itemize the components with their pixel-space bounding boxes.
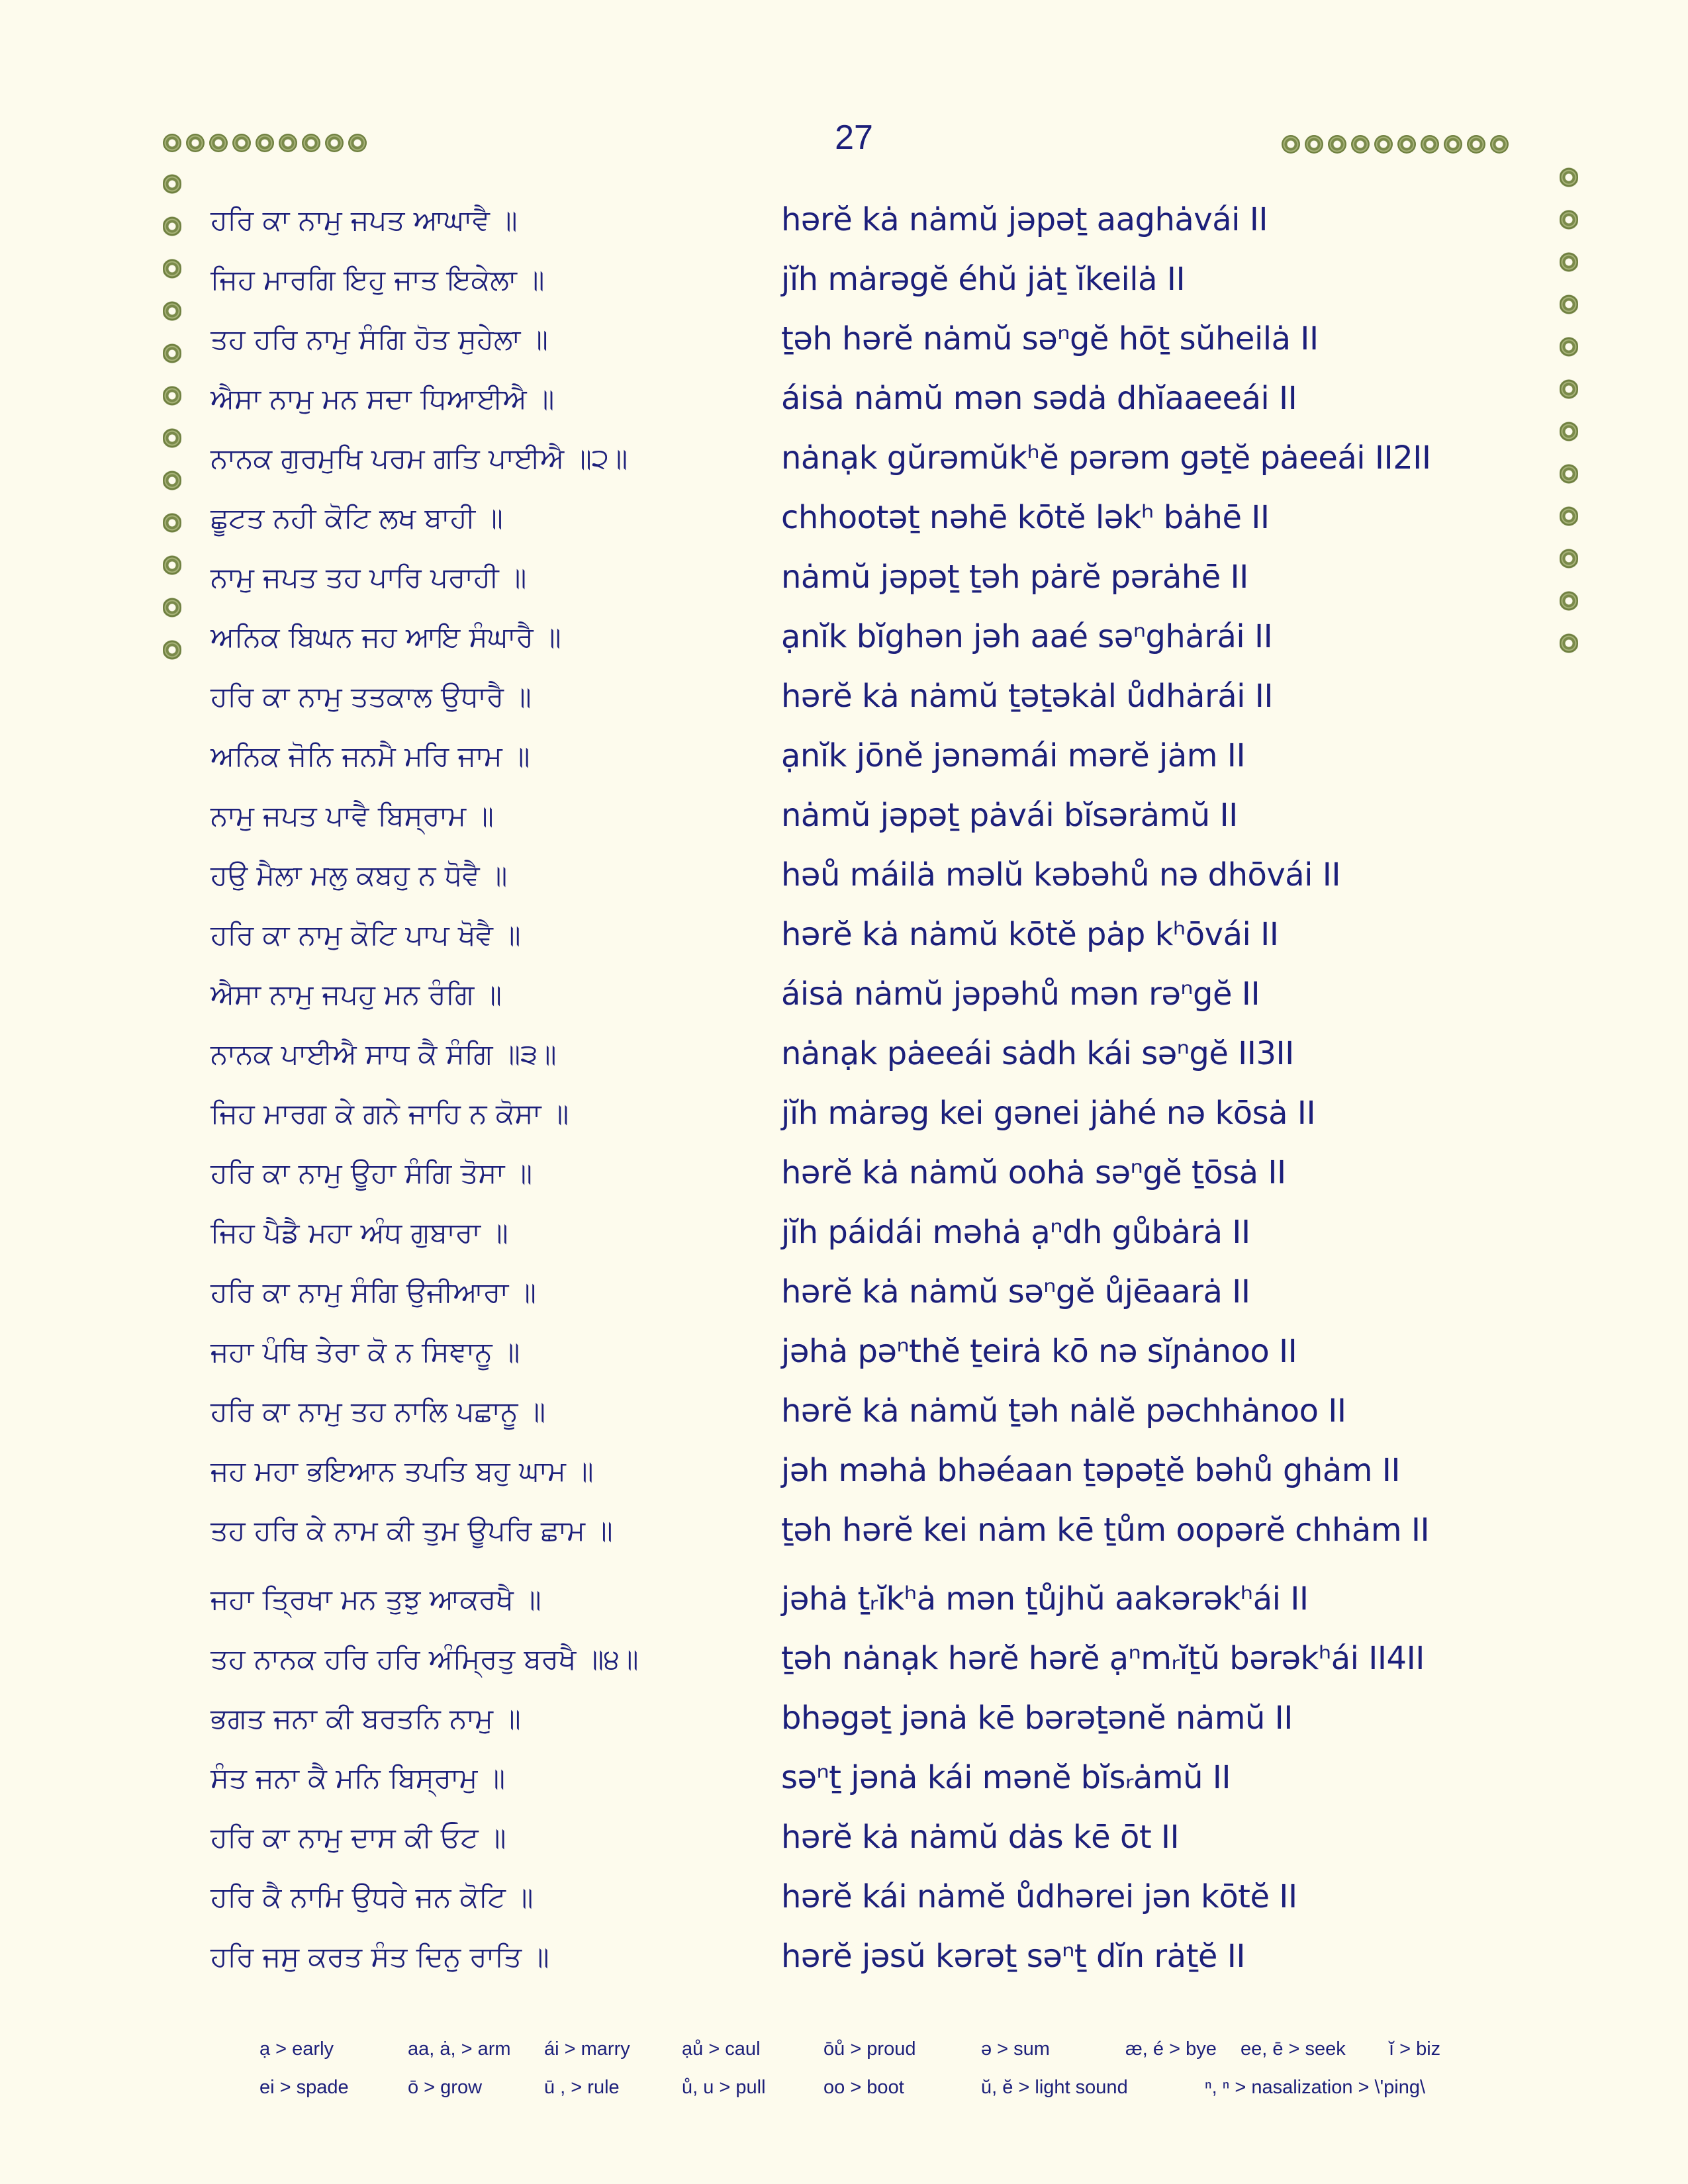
verse-row <box>0 1514 1688 1567</box>
gurmukhi-line: ਨਾਨਕ ਪਾਈਐ ਸਾਧ ਕੈ ਸੰਗਿ ॥੩॥ <box>211 1038 557 1070</box>
gurmukhi-line: ਅਨਿਕ ਜੋਨਿ ਜਨਮੈ ਮਰਿ ਜਾਮ ॥ <box>211 740 530 772</box>
flower-ornament-icon <box>186 134 205 152</box>
page-number: 27 <box>835 118 873 157</box>
verse-row <box>0 499 1688 555</box>
transliteration-line: hərĕ jəsŭ kərəṯ səⁿṯ dĭn rȧṯĕ II <box>781 1938 1245 1975</box>
flower-ornament-icon <box>1351 135 1370 154</box>
legend-item: ŭ, ĕ > light sound <box>981 2077 1128 2098</box>
flower-ornament-icon <box>1421 135 1439 154</box>
verse-row <box>0 380 1688 435</box>
transliteration-line: hərĕ kȧ nȧmŭ səⁿgĕ ůjēaarȧ II <box>781 1273 1250 1310</box>
verse-row <box>0 1940 1688 1993</box>
transliteration-line: səⁿṯ jənȧ kái mənĕ bĭsᵣȧmŭ II <box>781 1759 1231 1796</box>
transliteration-line: jĭh páidái məhȧ ạⁿdh gůbȧrȧ II <box>781 1214 1250 1251</box>
flower-ornament-icon <box>232 134 251 152</box>
verse-row <box>0 1035 1688 1091</box>
flower-ornament-icon <box>163 134 181 152</box>
flower-ornament-icon <box>302 134 320 152</box>
legend-item: aa, ȧ, > arm <box>408 2038 511 2060</box>
verse-row <box>0 1273 1688 1329</box>
gurmukhi-line: ਹਉ ਮੈਲਾ ਮਲੁ ਕਬਹੁ ਨ ਧੋਵੈ ॥ <box>211 859 508 891</box>
flower-ornament-icon <box>348 134 367 152</box>
verse-row <box>0 1333 1688 1388</box>
flower-ornament-icon <box>1397 135 1416 154</box>
flower-ornament-icon <box>1560 161 1578 193</box>
gurmukhi-line: ਜਹਾ ਪੰਥਿ ਤੇਰਾ ਕੋ ਨ ਸਿਞਾਨੂ ॥ <box>211 1336 520 1368</box>
transliteration-line: hərĕ kȧ nȧmŭ kōtĕ pȧp kʰōvái II <box>781 916 1279 953</box>
verse-row <box>0 799 1688 852</box>
transliteration-line: ṯəh hərĕ kei nȧm kē ṯům oopərĕ chhȧm II <box>781 1512 1430 1549</box>
transliteration-line: bhəgəṯ jənȧ kē bərəṯənĕ nȧmŭ II <box>781 1700 1293 1737</box>
top-right-ornament-row <box>1282 135 1509 154</box>
flower-ornament-icon <box>209 134 228 152</box>
verse-row <box>0 856 1688 912</box>
gurmukhi-line: ਜਿਹ ਪੈਡੈ ਮਹਾ ਅੰਧ ਗੁਬਾਰਾ ॥ <box>211 1216 508 1249</box>
transliteration-line: nȧmŭ jəpəṯ pȧvái bĭsərȧmŭ II <box>781 797 1238 834</box>
verse-row <box>0 561 1688 614</box>
verse-row <box>0 1878 1688 1934</box>
legend-item: ee, ē > seek <box>1241 2038 1346 2060</box>
gurmukhi-line: ਸੰਤ ਜਨਾ ਕੈ ਮਨਿ ਬਿਸ੍ਰਾਮੁ ॥ <box>211 1762 506 1794</box>
flower-ornament-icon <box>1444 135 1462 154</box>
transliteration-line: ṯəh hərĕ nȧmŭ səⁿgĕ hōṯ sŭheilȧ II <box>781 320 1319 357</box>
verse-row <box>0 201 1688 257</box>
gurmukhi-line: ਜਹਾ ਤ੍ਰਿਖਾ ਮਨ ਤੁਝੁ ਆਕਰਖੈ ॥ <box>211 1583 541 1615</box>
verse-row <box>0 916 1688 972</box>
verse-row <box>0 1702 1688 1755</box>
flower-ornament-icon <box>279 134 297 152</box>
verse-row <box>0 1452 1688 1508</box>
verse-row <box>0 1154 1688 1210</box>
verse-row <box>0 320 1688 376</box>
verse-row <box>0 1759 1688 1815</box>
gurmukhi-line: ਹਰਿ ਕੈ ਨਾਮਿ ਉਧਰੇ ਜਨ ਕੋਟਿ ॥ <box>211 1881 534 1913</box>
top-left-ornament-row <box>163 134 367 152</box>
legend-item: ạů > caul <box>682 2038 761 2060</box>
gurmukhi-line: ਤਹ ਨਾਨਕ ਹਰਿ ਹਰਿ ਅੰਮ੍ਰਿਤੁ ਬਰਖੈ ॥੪॥ <box>211 1643 639 1675</box>
gurmukhi-line: ਐਸਾ ਨਾਮੁ ਮਨ ਸਦਾ ਧਿਆਈਐ ॥ <box>211 383 555 415</box>
verse-row <box>0 1097 1688 1150</box>
gurmukhi-line: ਜਿਹ ਮਾਰਗ ਕੇ ਗਨੇ ਜਾਹਿ ਨ ਕੋਸਾ ॥ <box>211 1097 569 1130</box>
transliteration-line: hərĕ kȧ nȧmŭ ṯəṯəkȧl ůdhȧrái II <box>781 678 1274 715</box>
verse-row <box>0 439 1688 495</box>
flower-ornament-icon <box>163 168 181 200</box>
transliteration-line: chhootəṯ nəhē kōtĕ ləkʰ bȧhē II <box>781 499 1270 536</box>
gurmukhi-line: ਨਾਮੁ ਜਪਤ ਤਹ ਪਾਰਿ ਪਰਾਹੀ ॥ <box>211 561 527 594</box>
flower-ornament-icon <box>1490 135 1509 154</box>
gurmukhi-line: ਤਹ ਹਰਿ ਨਾਮੁ ਸੰਗਿ ਹੋਤ ਸੁਹੇਲਾ ॥ <box>211 323 548 355</box>
flower-ornament-icon <box>256 134 274 152</box>
gurmukhi-line: ਅਨਿਕ ਬਿਘਨ ਜਹ ਆਇ ਸੰਘਾਰੈ ॥ <box>211 621 561 653</box>
verse-row <box>0 978 1688 1031</box>
transliteration-line: nȧmŭ jəpəṯ ṯəh pȧrĕ pərȧhē II <box>781 559 1248 596</box>
legend-item: ái > marry <box>544 2038 630 2060</box>
gurmukhi-line: ਹਰਿ ਕਾ ਨਾਮੁ ਕੋਟਿ ਪਾਪ ਖੋਵੈ ॥ <box>211 919 521 951</box>
flower-ornament-icon <box>1328 135 1346 154</box>
gurmukhi-line: ਨਾਨਕ ਗੁਰਮੁਖਿ ਪਰਮ ਗਤਿ ਪਾਈਐ ॥੨॥ <box>211 442 628 475</box>
transliteration-line: hərĕ kȧ nȧmŭ oohȧ səⁿgĕ ṯōsȧ II <box>781 1154 1286 1191</box>
gurmukhi-line: ਛੂਟਤ ਨਹੀ ਕੋਟਿ ਲਖ ਬਾਹੀ ॥ <box>211 502 503 534</box>
gurmukhi-line: ਜਿਹ ਮਾਰਗਿ ਇਹੁ ਜਾਤ ਇਕੇਲਾ ॥ <box>211 263 545 296</box>
transliteration-line: nȧnạk gŭrəmŭkʰĕ pərəm gəṯĕ pȧeeái II2II <box>781 439 1431 477</box>
transliteration-line: hərĕ kȧ nȧmŭ ṯəh nȧlĕ pəchhȧnoo II <box>781 1392 1346 1430</box>
transliteration-line: jĭh mȧrəg kei gənei jȧhé nə kōsȧ II <box>781 1095 1316 1132</box>
legend-item: ū , > rule <box>544 2077 620 2098</box>
verse-row <box>0 263 1688 316</box>
gurmukhi-line: ਹਰਿ ਕਾ ਨਾਮੁ ਸੰਗਿ ਉਜੀਆਰਾ ॥ <box>211 1276 536 1308</box>
legend-item: ə > sum <box>981 2038 1050 2060</box>
legend-item: ōů > proud <box>823 2038 916 2060</box>
transliteration-line: hərĕ kái nȧmĕ ůdhərei jən kōtĕ II <box>781 1878 1297 1915</box>
verse-row <box>0 618 1688 674</box>
gurmukhi-line: ਹਰਿ ਕਾ ਨਾਮੁ ਊਹਾ ਸੰਗਿ ਤੋਸਾ ॥ <box>211 1157 533 1189</box>
transliteration-line: áisȧ nȧmŭ mən sədȧ dhĭaaeeái II <box>781 380 1297 417</box>
gurmukhi-line: ਹਰਿ ਕਾ ਨਾਮੁ ਤਹ ਨਾਲਿ ਪਛਾਨੂ ॥ <box>211 1395 546 1428</box>
gurmukhi-line: ਜਹ ਮਹਾ ਭਇਆਨ ਤਪਤਿ ਬਹੁ ਘਾਮ ॥ <box>211 1455 594 1487</box>
transliteration-line: jəh məhȧ bhəéaan ṯəpəṯĕ bəhů ghȧm II <box>781 1452 1401 1489</box>
legend-item: ĭ > biz <box>1389 2038 1441 2060</box>
legend-item: ei > spade <box>259 2077 349 2098</box>
verse-row <box>0 1821 1688 1874</box>
legend-item: ů, u > pull <box>682 2077 766 2098</box>
transliteration-line: həů máilȧ məlŭ kəbəhů nə dhōvái II <box>781 856 1341 893</box>
legend-item: æ, é > bye <box>1125 2038 1217 2060</box>
flower-ornament-icon <box>1305 135 1323 154</box>
verse-row <box>0 1640 1688 1696</box>
verse-row <box>0 1392 1688 1448</box>
transliteration-line: jəhȧ pəⁿthĕ ṯeirȧ kō nə sĭɲȧnoo II <box>781 1333 1297 1370</box>
transliteration-line: hərĕ kȧ nȧmŭ jəpəṯ aaghȧvái II <box>781 201 1268 238</box>
flower-ornament-icon <box>1374 135 1393 154</box>
legend-item: ⁿ, ⁿ > nasalization > \'ping\ <box>1205 2077 1426 2098</box>
flower-ornament-icon <box>1467 135 1485 154</box>
gurmukhi-line: ਹਰਿ ਕਾ ਨਾਮੁ ਤਤਕਾਲ ਉਧਾਰੈ ॥ <box>211 680 532 713</box>
flower-ornament-icon <box>325 134 344 152</box>
legend-item: ō > grow <box>408 2077 483 2098</box>
gurmukhi-line: ਹਰਿ ਕਾ ਨਾਮੁ ਜਪਤ ਆਘਾਵੈ ॥ <box>211 204 518 236</box>
transliteration-line: hərĕ kȧ nȧmŭ dȧs kē ōt II <box>781 1819 1180 1856</box>
transliteration-line: jəhȧ ṯᵣĭkʰȧ mən ṯůjhŭ aakərəkʰái II <box>781 1580 1309 1617</box>
verse-row <box>0 737 1688 793</box>
legend-item: ạ > early <box>259 2038 334 2060</box>
legend-item: oo > boot <box>823 2077 904 2098</box>
gurmukhi-line: ਐਸਾ ਨਾਮੁ ਜਪਹੁ ਮਨ ਰੰਗਿ ॥ <box>211 978 502 1011</box>
verse-row <box>0 680 1688 733</box>
verse-row <box>0 1216 1688 1269</box>
transliteration-line: nȧnạk pȧeeái sȧdh kái səⁿgĕ II3II <box>781 1035 1294 1072</box>
transliteration-line: ạnĭk jōnĕ jənəmái mərĕ jȧm II <box>781 737 1246 774</box>
transliteration-line: jĭh mȧrəgĕ éhŭ jȧṯ ĭkeilȧ II <box>781 261 1186 298</box>
gurmukhi-line: ਨਾਮੁ ਜਪਤ ਪਾਵੈ ਬਿਸ੍ਰਾਮ ॥ <box>211 799 494 832</box>
transliteration-line: ạnĭk bĭghən jəh aaé səⁿghȧrái II <box>781 618 1273 655</box>
gurmukhi-line: ਹਰਿ ਜਸੁ ਕਰਤ ਸੰਤ ਦਿਨੁ ਰਾਤਿ ॥ <box>211 1940 549 1973</box>
verse-row <box>0 1580 1688 1636</box>
transliteration-line: ṯəh nȧnạk hərĕ hərĕ ạⁿmᵣĭṯŭ bərəkʰái II4II <box>781 1640 1425 1677</box>
flower-ornament-icon <box>1282 135 1300 154</box>
gurmukhi-line: ਹਰਿ ਕਾ ਨਾਮੁ ਦਾਸ ਕੀ ਓਟ ॥ <box>211 1821 506 1854</box>
transliteration-line: áisȧ nȧmŭ jəpəhů mən rəⁿgĕ II <box>781 976 1260 1013</box>
gurmukhi-line: ਤਹ ਹਰਿ ਕੇ ਨਾਮ ਕੀ ਤੁਮ ਊਪਰਿ ਛਾਮ ॥ <box>211 1514 613 1547</box>
gurmukhi-line: ਭਗਤ ਜਨਾ ਕੀ ਬਰਤਨਿ ਨਾਮੁ ॥ <box>211 1702 521 1735</box>
